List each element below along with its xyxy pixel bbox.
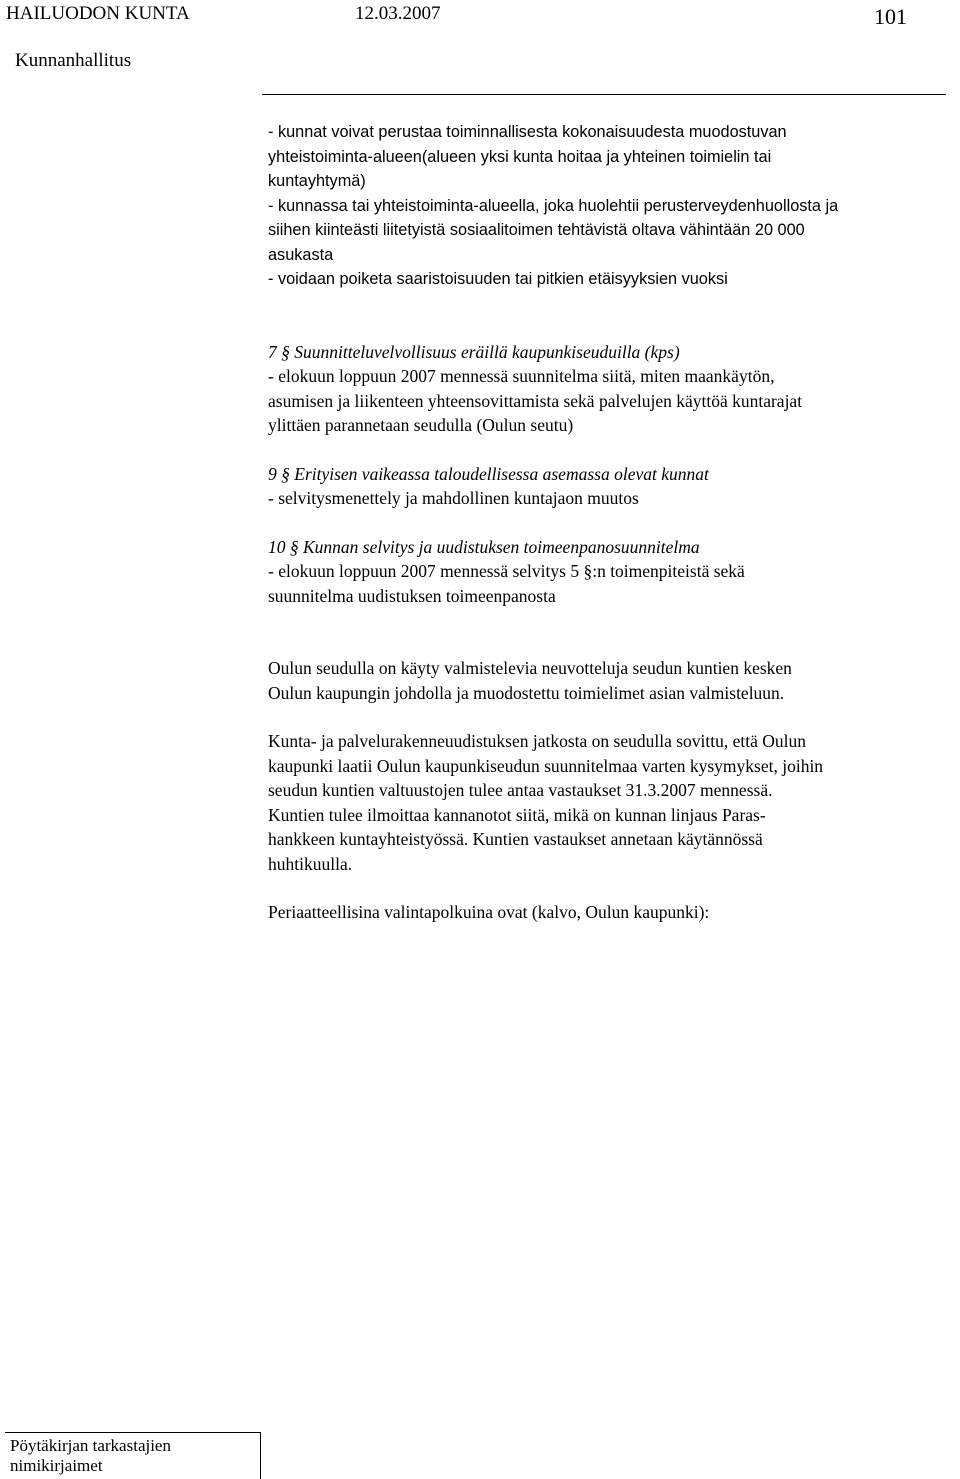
section-heading: 9 § Erityisen vaikeassa taloudellisessa asemassa olevat kunnat [268, 463, 709, 484]
page-number: 101 [874, 4, 907, 29]
section-line: suunnitelma uudistuksen toimeenpanosta [268, 585, 556, 606]
list-a [268, 120, 958, 292]
paragraph-line: Oulun kaupungin johdolla ja muodostettu toimielimet asian valmisteluun. [268, 682, 785, 703]
document-body [268, 120, 958, 925]
section-heading: 7 § Suunnitteluvelvollisuus eräillä kaupunkiseuduilla (kps) [268, 341, 680, 362]
paragraph-line: Kuntien tulee ilmoittaa kannanotot siitä, mikä on kunnan linjaus Paras- [268, 804, 766, 825]
list-a-line: - voidaan poiketa saaristoisuuden tai pitkien etäisyyksien vuoksi [268, 270, 728, 288]
paragraph-1 [268, 656, 958, 705]
footer [10, 1436, 240, 1476]
section-heading: 10 § Kunnan selvitys ja uudistuksen toimeenpanosuunnitelma [268, 536, 700, 557]
paragraph-line: seudun kuntien valtuustojen tulee antaa vastaukset 31.3.2007 mennessä. [268, 780, 773, 800]
list-a-line: kuntayhtymä) [268, 172, 366, 190]
list-a-line: yhteistoiminta-alueen(alueen yksi kunta hoitaa ja yhteinen toimielin tai [268, 147, 772, 166]
paragraph-line: Kunta- ja palvelurakenneuudistuksen jatkosta on seudulla sovittu, että Oulun [268, 731, 807, 751]
list-a-line: - kunnat voivat perustaa toiminnallisesta kokonaisuudesta muodostuvan [268, 123, 787, 141]
section-10 [268, 535, 958, 609]
list-a-line: siihen kiinteästi liitetyistä sosiaalitoimen tehtävistä oltava vähintään 20 000 [268, 221, 805, 239]
meeting-date: 12.03.2007 [355, 3, 441, 24]
section-9 [268, 462, 958, 511]
footer-label: Pöytäkirjan tarkastajien [10, 1436, 171, 1455]
paragraph-3: Periaatteellisina valintapolkuina ovat (kalvo, Oulun kaupunki): [268, 902, 710, 922]
section-line: - selvitysmenettely ja mahdollinen kuntajaon muutos [268, 488, 639, 508]
paragraph-line: kaupunki laatii Oulun kaupunkiseudun suunnitelmaa varten kysymykset, joihin [268, 755, 824, 776]
paragraph-line: Oulun seudulla on käyty valmistelevia neuvotteluja seudun kuntien kesken [268, 658, 792, 678]
paragraph-line: hankkeen kuntayhteistyössä. Kuntien vastaukset annetaan käytännössä [268, 829, 763, 849]
section-line: - elokuun loppuun 2007 mennessä selvitys 5 §:n toimenpiteistä sekä [268, 561, 745, 581]
section-line: ylittäen parannetaan seudulla (Oulun seutu) [268, 415, 574, 435]
list-a-line: asukasta [268, 245, 334, 264]
paragraph-line: huhtikuulla. [268, 853, 353, 874]
section-line: - elokuun loppuun 2007 mennessä suunnitelma siitä, miten maankäytön, [268, 366, 775, 386]
header-rule [262, 94, 946, 95]
section-line: asumisen ja liikenteen yhteensovittamista sekä palvelujen käyttöä kuntarajat [268, 390, 803, 411]
paragraph-2 [268, 729, 958, 876]
governing-body: Kunnanhallitus [15, 50, 132, 71]
section-7 [268, 340, 958, 438]
footer-label: nimikirjaimet [10, 1456, 103, 1475]
list-a-line: - kunnassa tai yhteistoiminta-alueella, joka huolehtii perusterveydenhuollosta ja [268, 196, 839, 215]
organization-name: HAILUODON KUNTA [6, 3, 190, 24]
